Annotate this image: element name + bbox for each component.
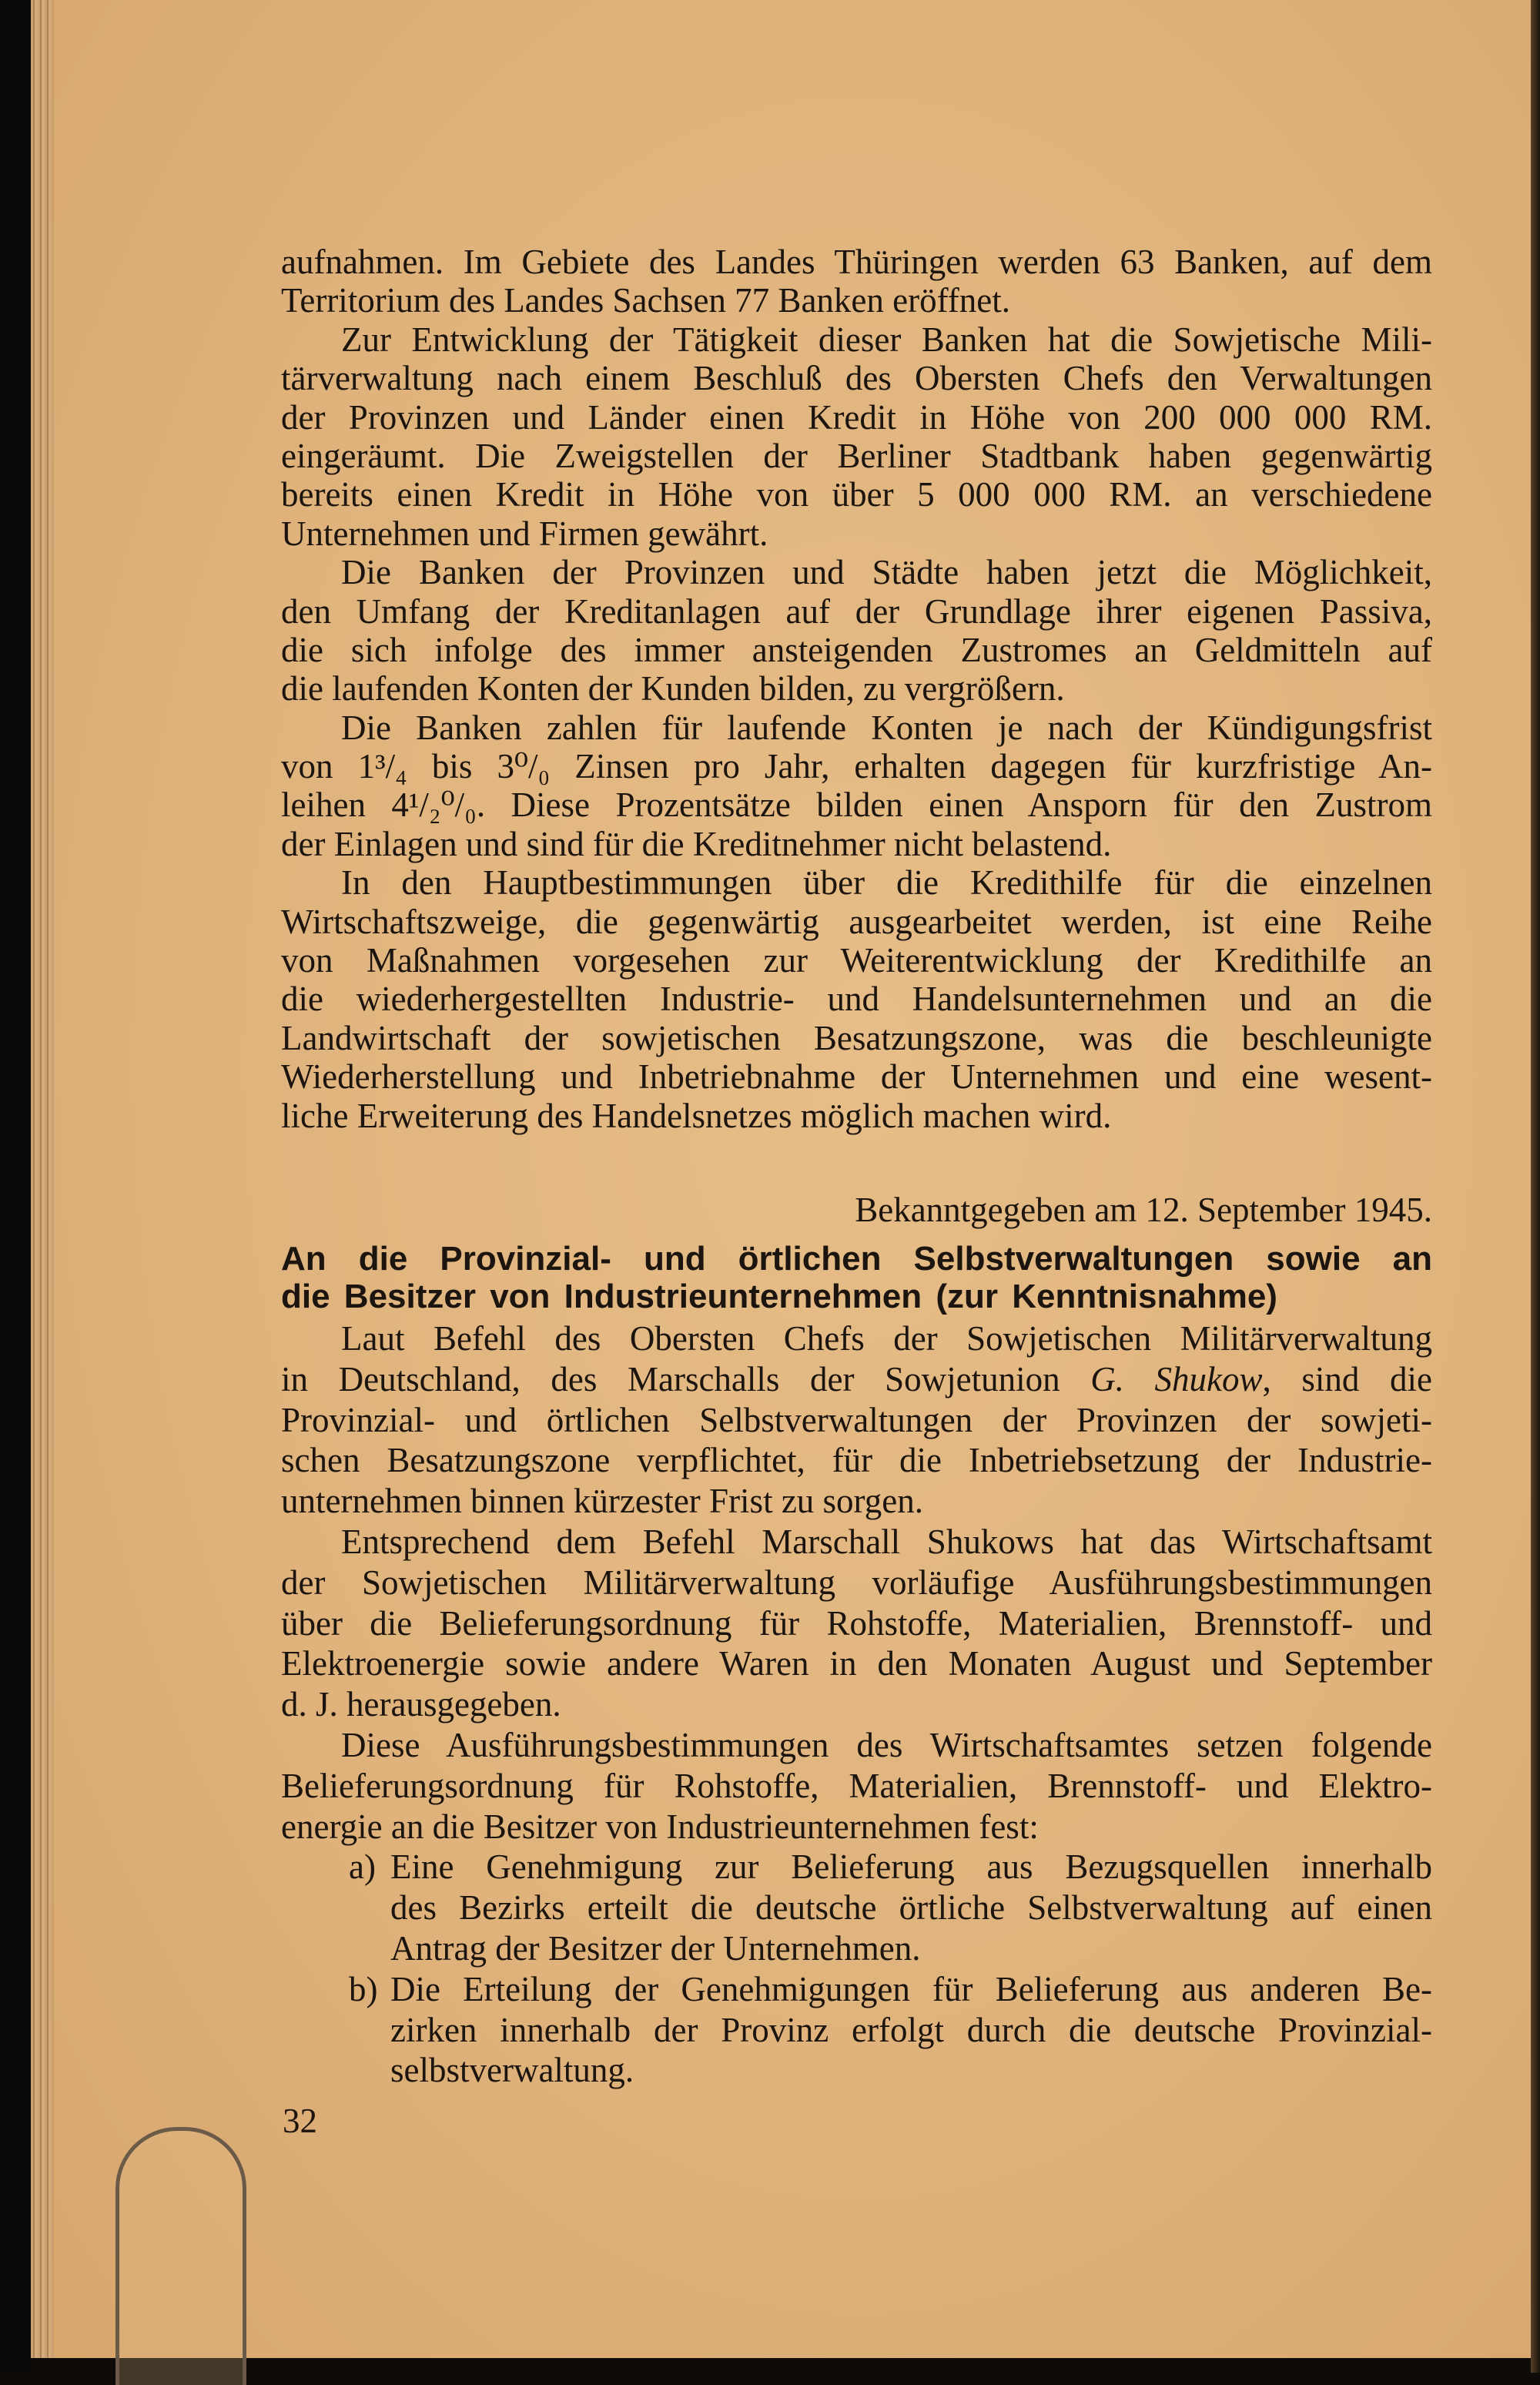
book-spine bbox=[0, 0, 31, 2373]
text-line: Laut Befehl des Obersten Chefs der Sowjetischen Militärverwaltung bbox=[341, 1319, 1432, 1358]
text-line: tärverwaltung nach einem Beschluß des Obersten Chefs den Verwaltungen bbox=[281, 359, 1432, 398]
paragraph bbox=[281, 243, 1432, 320]
text-line: Elektroenergie sowie andere Waren in den Monaten August und September bbox=[281, 1644, 1432, 1683]
text-line: Die Banken zahlen für laufende Konten je nach der Kündigungsfrist bbox=[341, 708, 1432, 747]
text-line: eingeräumt. Die Zweigstellen der Berliner Stadtbank haben gegenwärtig bbox=[281, 436, 1432, 475]
text-line: In den Hauptbestimmungen über die Kredithilfe für die einzelnen bbox=[341, 863, 1432, 903]
section-heading bbox=[281, 1240, 1432, 1315]
page-right-edge bbox=[1531, 0, 1540, 2373]
paragraph bbox=[281, 1725, 1432, 1847]
text-line: leihen 4¹/₂⁰/₀. Diese Prozentsätze bilden einen Ansporn für den Zustrom bbox=[281, 786, 1432, 825]
text-line: selbstverwaltung. bbox=[390, 2051, 634, 2090]
list-item-label: a) bbox=[349, 1847, 376, 1887]
text-line: Entsprechend dem Befehl Marschall Shukows hat das Wirtschaftsamt bbox=[341, 1522, 1432, 1561]
text-line: Diese Ausführungsbestimmungen des Wirtschaftsamtes setzen folgende bbox=[341, 1725, 1432, 1764]
text-line: über die Belieferungsordnung für Rohstoffe, Materialien, Brennstoff- und bbox=[281, 1603, 1432, 1643]
text-line: Eine Genehmigung zur Belieferung aus Bezugsquellen innerhalb bbox=[390, 1847, 1432, 1887]
text-line: Wirtschaftszweige, die gegenwärtig ausgearbeitet werden, ist eine Reihe bbox=[281, 902, 1432, 941]
text-line: der Provinzen und Länder einen Kredit in Höhe von 200 000 000 RM. bbox=[281, 397, 1432, 437]
page-clip bbox=[116, 2127, 246, 2385]
text-line: von 1³/₄ bis 3⁰/₀ Zinsen pro Jahr, erhalten dagegen für kurzfristige An- bbox=[281, 747, 1432, 786]
paragraph bbox=[281, 320, 1432, 553]
text-line: den Umfang der Kreditanlagen auf der Grundlage ihrer eigenen Passiva, bbox=[281, 591, 1432, 631]
text-line: die sich infolge des immer ansteigenden Zustromes an Geldmitteln auf bbox=[281, 630, 1432, 669]
text-line: von Maßnahmen vorgesehen zur Weiterentwicklung der Kredithilfe an bbox=[281, 941, 1432, 980]
page-number: 32 bbox=[283, 2102, 317, 2140]
text-line: die laufenden Konten der Kunden bilden, zu vergrößern. bbox=[281, 669, 1065, 708]
text-line: Zur Entwicklung der Tätigkeit dieser Banken hat die Sowjetische Mili- bbox=[341, 320, 1432, 359]
text-line: des Bezirks erteilt die deutsche örtliche Selbstverwaltung auf einen bbox=[390, 1888, 1432, 1928]
text-line: Die Erteilung der Genehmigungen für Belieferung aus anderen Be- bbox=[390, 1969, 1432, 2008]
paragraph bbox=[281, 708, 1432, 864]
text-line: zirken innerhalb der Provinz erfolgt durch die deutsche Provinzial- bbox=[390, 2010, 1432, 2049]
list-item bbox=[281, 1969, 1432, 2091]
paragraph bbox=[281, 553, 1432, 708]
text-line: in Deutschland, des Marschalls der Sowjetunion G. Shukow, sind die bbox=[281, 1359, 1432, 1399]
paragraph bbox=[281, 1522, 1432, 1725]
paragraph bbox=[281, 1318, 1432, 1522]
text-line: der Einlagen und sind für die Kreditnehmer nicht belastend. bbox=[281, 824, 1112, 863]
heading-line: An die Provinzial- und örtlichen Selbstverwaltungen sowie an bbox=[281, 1240, 1432, 1278]
text-line: Territorium des Landes Sachsen 77 Banken eröffnet. bbox=[281, 281, 1010, 320]
text-line: liche Erweiterung des Handelsnetzes möglich machen wird. bbox=[281, 1096, 1112, 1135]
page-edges bbox=[31, 0, 54, 2358]
text-line: der Sowjetischen Militärverwaltung vorläufige Ausführungsbestimmungen bbox=[281, 1563, 1432, 1602]
list-item-label: b) bbox=[349, 1969, 378, 2008]
text-line: bereits einen Kredit in Höhe von über 5 000 000 RM. an verschiedene bbox=[281, 475, 1432, 514]
text-line: Provinzial- und örtlichen Selbstverwaltungen der Provinzen der sowjeti- bbox=[281, 1400, 1432, 1439]
text-line: Unternehmen und Firmen gewährt. bbox=[281, 514, 768, 553]
text-line: die wiederhergestellten Industrie- und Handelsunternehmen und an die bbox=[281, 980, 1432, 1019]
list-item bbox=[281, 1847, 1432, 1968]
text-line: Wiederherstellung und Inbetriebnahme der Unternehmen und eine wesent- bbox=[281, 1057, 1432, 1097]
body-text-part1 bbox=[281, 243, 1432, 1135]
text-line: aufnahmen. Im Gebiete des Landes Thüringen werden 63 Banken, auf dem bbox=[281, 243, 1432, 281]
body-text-part2 bbox=[281, 1318, 1432, 2091]
text-line: Die Banken der Provinzen und Städte haben jetzt die Möglichkeit, bbox=[341, 553, 1432, 592]
text-line: schen Besatzungszone verpflichtet, für die Inbetriebsetzung der Industrie- bbox=[281, 1441, 1432, 1480]
paragraph bbox=[281, 863, 1432, 1135]
publication-date: Bekanntgegeben am 12. September 1945. bbox=[855, 1191, 1432, 1229]
text-line: Landwirtschaft der sowjetischen Besatzungszone, was die beschleunigte bbox=[281, 1018, 1432, 1057]
text-line: energie an die Besitzer von Industrieunternehmen fest: bbox=[281, 1807, 1039, 1846]
heading-line: die Besitzer von Industrieunternehmen (zur Kenntnisnahme) bbox=[281, 1278, 1277, 1315]
text-line: Belieferungsordnung für Rohstoffe, Materialien, Brennstoff- und Elektro- bbox=[281, 1766, 1432, 1805]
text-line: unternehmen binnen kürzester Frist zu sorgen. bbox=[281, 1482, 923, 1521]
text-line: d. J. herausgegeben. bbox=[281, 1685, 561, 1724]
text-line: Antrag der Besitzer der Unternehmen. bbox=[390, 1928, 921, 1968]
